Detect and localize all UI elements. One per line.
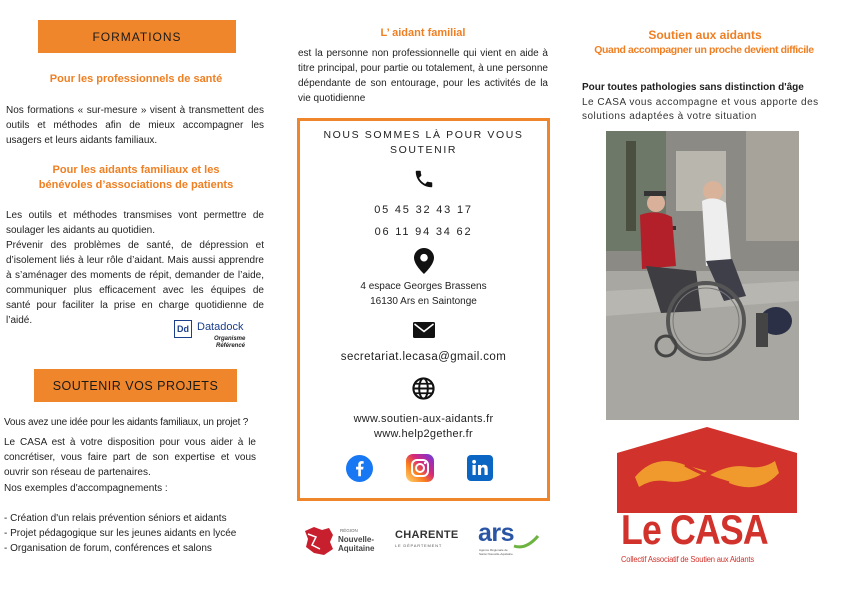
region-small: RÉGION (340, 528, 358, 533)
family-heading-line1: Pour les aidants familiaux et les (52, 164, 220, 176)
ars-logo (478, 520, 544, 560)
charente-logo (395, 529, 467, 555)
datadock-sub2: Référencé (216, 343, 246, 349)
pro-heading: Pour les professionnels de santé (49, 73, 223, 85)
contact-title (300, 128, 547, 158)
example-item: - Création d'un relais prévention séniors et aidants (4, 513, 227, 524)
phone-icon (413, 168, 435, 190)
datadock-name: Datadock (197, 321, 244, 333)
formations-title: FORMATIONS (92, 29, 182, 44)
projects-title: SOUTENIR VOS PROJETS (52, 378, 219, 393)
contact-title-line1: NOUS SOMMES LÀ POUR VOUS (323, 129, 524, 141)
family-heading-line2: bénévoles d’associations de patients (38, 179, 234, 191)
right-title: Soutien aux aidants (648, 28, 762, 42)
examples-list (4, 511, 274, 556)
pathologies-text: Pour toutes pathologies sans distinction d'âge (582, 82, 804, 93)
datadock-logo (174, 320, 264, 354)
region-line1: Nouvelle- (338, 535, 375, 544)
instagram-icon[interactable] (406, 454, 434, 482)
projects-title-box (34, 369, 237, 402)
charente-sub: LE DÉPARTEMENT (395, 543, 443, 548)
address (300, 279, 547, 309)
aidant-text: est la personne non professionnelle qui vient en aide à titre principal, pour partie ou totalement, à une personne dépendante de son entourage, pour les activités de la vie quotidienne (298, 48, 548, 104)
region-line2: Aquitaine (338, 544, 375, 553)
example-item: - Projet pédagogique sur les jeunes aidants en lycée (4, 528, 237, 539)
phone-1[interactable]: 05 45 32 43 17 (374, 204, 473, 216)
family-text-1: Les outils et méthodes transmises vont permettre de soulager les aidants au quotidien. (6, 210, 264, 236)
phone-numbers (300, 199, 547, 243)
family-text-2: Prévenir des problèmes de santé, de dépression et d’isolement liés à leur rôle d’aidant. Mais aussi apprendre à s’aménager des moments de répit, demander de l’aide, communiquer plus efficacement avec les équipes de santé pour faciliter la prise en charge quotidienne de l’aidé. (6, 240, 264, 326)
website-1[interactable]: www.soutien-aux-aidants.fr (353, 413, 494, 425)
region-logo (302, 525, 384, 559)
aidant-title: L’ aidant familial (380, 27, 466, 39)
websites (300, 412, 547, 442)
ars-swoosh-icon (512, 534, 542, 550)
family-text (6, 208, 264, 328)
casa-text: Le CASA vous accompagne et vous apporte des solutions adaptées à votre situation (582, 97, 819, 122)
formations-title-box (38, 20, 236, 53)
projects-intro: Vous avez une idée pour les aidants familiaux, un projet ? (4, 417, 249, 428)
projects-text: Le CASA est à votre disposition pour vous aider à le concrétiser, vous faire part de son expertise et vous ouvrir son réseau de partenaires. (4, 437, 256, 478)
location-pin-icon (414, 248, 434, 274)
contact-title-line2: SOUTENIR (389, 144, 458, 156)
address-line2: 16130 Ars en Saintonge (370, 296, 477, 307)
email[interactable]: secretariat.lecasa@gmail.com (340, 351, 507, 363)
datadock-sub1: Organisme (214, 336, 246, 342)
envelope-icon (413, 322, 435, 338)
casa-logo-text: Le CASA (621, 506, 768, 553)
pro-text: Nos formations « sur-mesure » visent à transmettent des outils et méthodes afin de mieux accompagner les usagers et leurs aidants familiaux. (6, 105, 264, 146)
casa-logo (615, 425, 799, 571)
photo-aidants (606, 131, 799, 420)
globe-icon (412, 377, 435, 400)
ars-sub: Agence Régionale de Santé Nouvelle-Aquitaine (479, 548, 513, 556)
region-shape-icon (302, 525, 336, 557)
linkedin-icon[interactable] (467, 455, 493, 481)
website-2[interactable]: www.help2gether.fr (374, 428, 473, 440)
ars-name: ars (478, 519, 515, 547)
right-subtitle: Quand accompagner un proche devient difficile (594, 44, 814, 56)
casa-logo-sub: Collectif Associatif de Soutien aux Aidants (621, 555, 754, 564)
datadock-icon: Dd (174, 320, 192, 338)
family-heading (6, 163, 266, 193)
facebook-icon[interactable] (346, 455, 373, 482)
address-line1: 4 espace Georges Brassens (360, 281, 487, 292)
phone-2[interactable]: 06 11 94 34 62 (374, 226, 473, 238)
charente-name: CHARENTE (395, 529, 459, 541)
example-item: - Organisation de forum, conférences et salons (4, 543, 212, 554)
examples-label: Nos exemples d'accompagnements : (4, 483, 168, 494)
